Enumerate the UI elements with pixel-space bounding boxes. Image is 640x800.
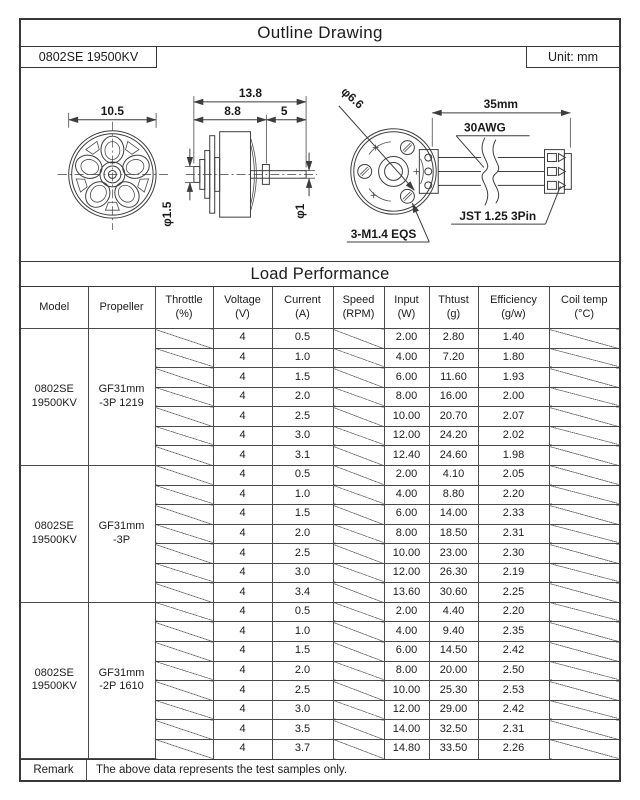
data-cell: 24.60 — [429, 446, 478, 466]
no-data-cell — [155, 407, 213, 427]
data-cell: 6.00 — [384, 505, 429, 525]
data-cell: 4 — [213, 642, 272, 662]
model-badge: 0802SE 19500KV — [21, 47, 157, 68]
dim-shaft-length: 5 — [280, 103, 288, 118]
no-data-cell — [333, 426, 384, 446]
data-cell: 2.50 — [478, 661, 549, 681]
data-cell: 2.25 — [478, 583, 549, 603]
data-cell: 4 — [213, 387, 272, 407]
load-performance-table — [21, 287, 619, 759]
table-row — [21, 329, 619, 349]
no-data-cell — [333, 544, 384, 564]
data-cell: 10.00 — [384, 681, 429, 701]
no-data-cell — [333, 329, 384, 349]
no-data-cell — [155, 465, 213, 485]
data-cell: 4 — [213, 426, 272, 446]
data-cell: 4 — [213, 720, 272, 740]
dim-rear-diameter: φ6.6 — [338, 84, 367, 112]
data-cell: 4 — [213, 524, 272, 544]
motor-wires — [438, 138, 544, 206]
no-data-cell — [155, 700, 213, 720]
outline-drawing-region — [21, 68, 619, 261]
no-data-cell — [333, 387, 384, 407]
no-data-cell — [549, 602, 619, 622]
remark-label: Remark — [21, 760, 87, 780]
model-cell: 0802SE 19500KV — [21, 465, 88, 602]
data-cell: 0.5 — [272, 329, 333, 349]
col-header-voltage: Voltage (V) — [213, 287, 272, 329]
col-header-propeller: Propeller — [88, 287, 155, 329]
data-cell: 2.33 — [478, 505, 549, 525]
no-data-cell — [155, 563, 213, 583]
data-cell: 14.00 — [384, 720, 429, 740]
no-data-cell — [155, 583, 213, 603]
data-cell: 11.60 — [429, 368, 478, 388]
mount-screw-holes — [358, 141, 415, 204]
data-cell: 8.00 — [384, 524, 429, 544]
data-cell: 3.7 — [272, 739, 333, 758]
col-header-throttle: Throttle (%) — [155, 287, 213, 329]
data-cell: 1.5 — [272, 642, 333, 662]
data-cell: 2.02 — [478, 426, 549, 446]
data-cell: 33.50 — [429, 739, 478, 758]
data-cell: 1.93 — [478, 368, 549, 388]
data-cell: 30.60 — [429, 583, 478, 603]
load-performance-title-text: Load Performance — [250, 264, 390, 283]
no-data-cell — [155, 387, 213, 407]
no-data-cell — [333, 348, 384, 368]
data-cell: 4 — [213, 505, 272, 525]
data-cell: 10.00 — [384, 407, 429, 427]
data-cell: 1.0 — [272, 622, 333, 642]
col-header-input: Input (W) — [384, 287, 429, 329]
data-cell: 14.50 — [429, 642, 478, 662]
no-data-cell — [333, 642, 384, 662]
data-cell: 3.1 — [272, 446, 333, 466]
data-cell: 4 — [213, 602, 272, 622]
col-header-model: Model — [21, 287, 88, 329]
no-data-cell — [549, 368, 619, 388]
data-cell: 14.80 — [384, 739, 429, 758]
no-data-cell — [333, 446, 384, 466]
data-cell: 4 — [213, 661, 272, 681]
no-data-cell — [549, 505, 619, 525]
data-cell: 6.00 — [384, 642, 429, 662]
no-data-cell — [549, 563, 619, 583]
load-performance-title — [21, 261, 619, 287]
no-data-cell — [155, 426, 213, 446]
outline-drawing-svg — [21, 68, 619, 261]
data-cell: 1.98 — [478, 446, 549, 466]
no-data-cell — [549, 407, 619, 427]
propeller-cell: GF31mm -3P 1219 — [88, 329, 155, 466]
no-data-cell — [333, 583, 384, 603]
front-view — [58, 104, 169, 230]
label-wire-gauge: 30AWG — [464, 120, 506, 135]
data-cell: 2.26 — [478, 739, 549, 758]
data-cell: 1.0 — [272, 485, 333, 505]
data-cell: 2.5 — [272, 681, 333, 701]
data-cell: 4 — [213, 583, 272, 603]
no-data-cell — [155, 329, 213, 349]
data-cell: 1.5 — [272, 505, 333, 525]
data-cell: 1.0 — [272, 348, 333, 368]
no-data-cell — [333, 407, 384, 427]
dim-total-length: 13.8 — [238, 85, 263, 100]
data-cell: 2.30 — [478, 544, 549, 564]
data-cell: 8.00 — [384, 387, 429, 407]
data-cell: 4 — [213, 563, 272, 583]
data-cell: 2.00 — [478, 387, 549, 407]
no-data-cell — [549, 583, 619, 603]
no-data-cell — [155, 720, 213, 740]
model-cell: 0802SE 19500KV — [21, 602, 88, 758]
unit-badge: Unit: mm — [526, 47, 619, 68]
data-cell: 13.60 — [384, 583, 429, 603]
no-data-cell — [155, 739, 213, 758]
no-data-cell — [333, 681, 384, 701]
data-cell: 14.00 — [429, 505, 478, 525]
data-cell: 2.35 — [478, 622, 549, 642]
no-data-cell — [155, 642, 213, 662]
label-connector: JST 1.25 3Pin — [459, 209, 537, 224]
no-data-cell — [549, 465, 619, 485]
no-data-cell — [333, 720, 384, 740]
data-cell: 2.05 — [478, 465, 549, 485]
no-data-cell — [155, 368, 213, 388]
data-cell: 4.10 — [429, 465, 478, 485]
data-cell: 23.00 — [429, 544, 478, 564]
data-cell: 8.00 — [384, 661, 429, 681]
data-cell: 0.5 — [272, 602, 333, 622]
col-header-thtust: Thtust (g) — [429, 287, 478, 329]
no-data-cell — [549, 485, 619, 505]
data-cell: 2.19 — [478, 563, 549, 583]
data-cell: 4 — [213, 329, 272, 349]
no-data-cell — [549, 348, 619, 368]
data-cell: 12.40 — [384, 446, 429, 466]
dim-stub-diameter: φ1.5 — [159, 201, 174, 227]
data-cell: 3.0 — [272, 426, 333, 446]
data-cell: 8.80 — [429, 485, 478, 505]
no-data-cell — [155, 544, 213, 564]
data-cell: 4 — [213, 544, 272, 564]
data-cell: 20.00 — [429, 661, 478, 681]
no-data-cell — [549, 622, 619, 642]
no-data-cell — [333, 505, 384, 525]
data-cell: 2.00 — [384, 465, 429, 485]
model-cell: 0802SE 19500KV — [21, 329, 88, 466]
data-cell: 24.20 — [429, 426, 478, 446]
data-cell: 4 — [213, 446, 272, 466]
no-data-cell — [549, 446, 619, 466]
side-view — [160, 86, 317, 227]
data-cell: 1.40 — [478, 329, 549, 349]
no-data-cell — [155, 348, 213, 368]
no-data-cell — [155, 622, 213, 642]
no-data-cell — [155, 602, 213, 622]
data-cell: 2.20 — [478, 485, 549, 505]
data-cell: 18.50 — [429, 524, 478, 544]
table-row — [21, 465, 619, 485]
data-cell: 4 — [213, 739, 272, 758]
data-cell: 16.00 — [429, 387, 478, 407]
outline-drawing-title-text: Outline Drawing — [257, 23, 383, 42]
no-data-cell — [549, 720, 619, 740]
no-data-cell — [549, 661, 619, 681]
spec-sheet-frame — [19, 18, 621, 782]
jst-connector — [544, 150, 571, 194]
data-cell: 4 — [213, 368, 272, 388]
no-data-cell — [333, 524, 384, 544]
col-header-efficiency: Efficiency (g/w) — [478, 287, 549, 329]
no-data-cell — [155, 485, 213, 505]
data-cell: 4.00 — [384, 485, 429, 505]
data-cell: 3.0 — [272, 563, 333, 583]
no-data-cell — [549, 739, 619, 758]
remark-text: The above data represents the test samples only. — [96, 764, 348, 776]
data-cell: 10.00 — [384, 544, 429, 564]
no-data-cell — [155, 524, 213, 544]
no-data-cell — [333, 485, 384, 505]
data-cell: 4 — [213, 681, 272, 701]
data-cell: 1.80 — [478, 348, 549, 368]
data-cell: 7.20 — [429, 348, 478, 368]
data-cell: 3.5 — [272, 720, 333, 740]
data-cell: 2.0 — [272, 387, 333, 407]
data-cell: 4 — [213, 700, 272, 720]
no-data-cell — [549, 387, 619, 407]
data-cell: 4 — [213, 485, 272, 505]
data-cell: 2.5 — [272, 544, 333, 564]
data-cell: 2.0 — [272, 524, 333, 544]
data-cell: 4 — [213, 348, 272, 368]
data-cell: 4.00 — [384, 622, 429, 642]
no-data-cell — [549, 681, 619, 701]
data-cell: 9.40 — [429, 622, 478, 642]
no-data-cell — [549, 426, 619, 446]
no-data-cell — [549, 329, 619, 349]
dim-body-length: 8.8 — [224, 103, 241, 118]
no-data-cell — [333, 563, 384, 583]
dim-shaft-diameter: φ1 — [293, 203, 308, 219]
data-cell: 2.00 — [384, 602, 429, 622]
propeller-cell: GF31mm -3P — [88, 465, 155, 602]
data-cell: 25.30 — [429, 681, 478, 701]
table-row — [21, 602, 619, 622]
data-cell: 2.07 — [478, 407, 549, 427]
col-header-speed: Speed (RPM) — [333, 287, 384, 329]
no-data-cell — [549, 642, 619, 662]
data-cell: 4 — [213, 407, 272, 427]
rear-view — [338, 84, 571, 242]
label-mount-screws: 3-M1.4 EQS — [350, 227, 417, 242]
data-cell: 3.4 — [272, 583, 333, 603]
data-cell: 12.00 — [384, 563, 429, 583]
dim-front-diameter: 10.5 — [100, 103, 124, 118]
data-cell: 26.30 — [429, 563, 478, 583]
sub-header-row — [21, 47, 619, 68]
data-cell: 12.00 — [384, 426, 429, 446]
data-cell: 12.00 — [384, 700, 429, 720]
data-cell: 2.80 — [429, 329, 478, 349]
data-cell: 2.42 — [478, 642, 549, 662]
no-data-cell — [155, 505, 213, 525]
data-cell: 2.0 — [272, 661, 333, 681]
data-cell: 2.53 — [478, 681, 549, 701]
propeller-cell: GF31mm -2P 1610 — [88, 602, 155, 758]
data-cell: 0.5 — [272, 465, 333, 485]
data-cell: 2.42 — [478, 700, 549, 720]
col-header-coil-temp: Coil temp (°C) — [549, 287, 619, 329]
col-header-current: Current (A) — [272, 287, 333, 329]
data-cell: 32.50 — [429, 720, 478, 740]
data-cell: 2.31 — [478, 720, 549, 740]
data-cell: 4.00 — [384, 348, 429, 368]
data-cell: 2.5 — [272, 407, 333, 427]
data-cell: 2.00 — [384, 329, 429, 349]
no-data-cell — [549, 544, 619, 564]
no-data-cell — [333, 661, 384, 681]
outline-drawing-title — [21, 20, 619, 47]
no-data-cell — [549, 700, 619, 720]
no-data-cell — [155, 661, 213, 681]
no-data-cell — [333, 368, 384, 388]
no-data-cell — [333, 465, 384, 485]
data-cell: 3.0 — [272, 700, 333, 720]
dim-wire-length: 35mm — [483, 96, 519, 111]
data-cell: 1.5 — [272, 368, 333, 388]
no-data-cell — [333, 739, 384, 758]
data-cell: 4 — [213, 622, 272, 642]
data-cell: 20.70 — [429, 407, 478, 427]
no-data-cell — [333, 602, 384, 622]
data-cell: 4 — [213, 465, 272, 485]
no-data-cell — [155, 446, 213, 466]
no-data-cell — [333, 622, 384, 642]
no-data-cell — [155, 681, 213, 701]
remark-row — [21, 759, 619, 780]
data-cell: 29.00 — [429, 700, 478, 720]
no-data-cell — [333, 700, 384, 720]
data-cell: 2.31 — [478, 524, 549, 544]
data-cell: 2.20 — [478, 602, 549, 622]
data-cell: 6.00 — [384, 368, 429, 388]
data-cell: 4.40 — [429, 602, 478, 622]
no-data-cell — [549, 524, 619, 544]
